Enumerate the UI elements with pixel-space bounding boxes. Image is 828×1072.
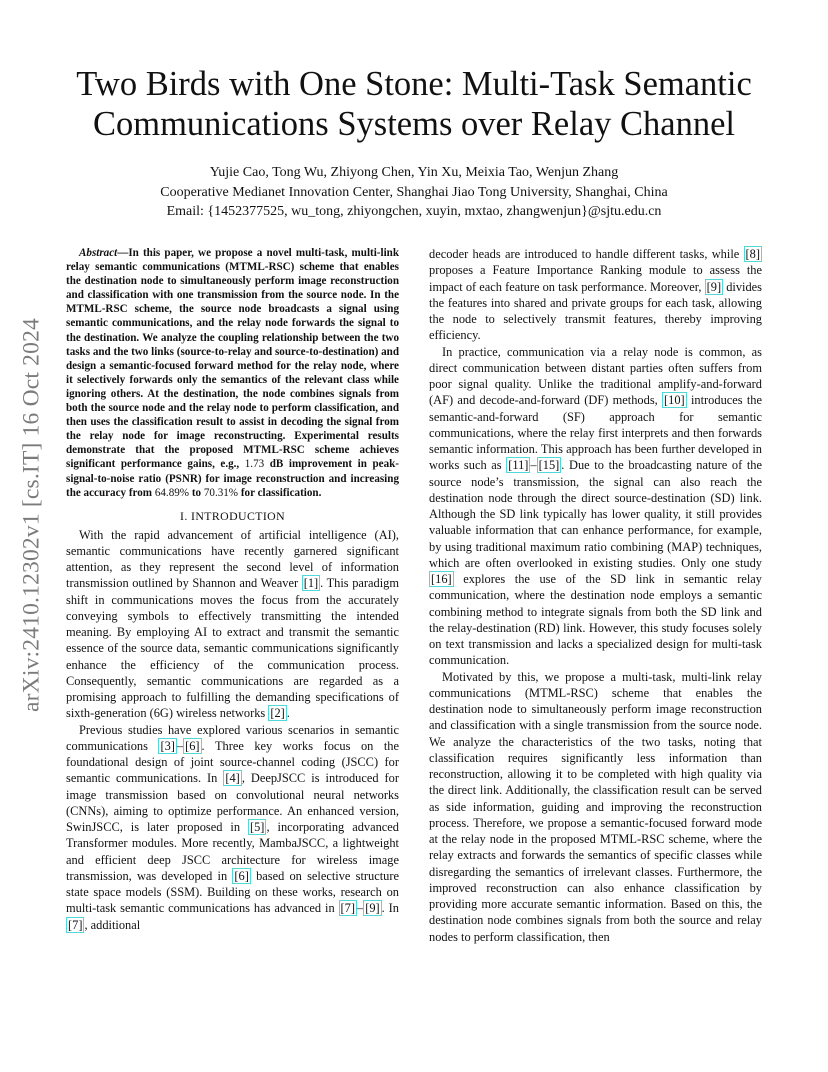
section-title-rest: NTRODUCTION [195,508,285,523]
arxiv-identifier [14,300,50,730]
citation-link[interactable]: [7] [340,901,355,916]
citation-link[interactable]: [5] [249,820,265,835]
abstract-text-4: for classification. [240,486,322,499]
citation-link[interactable]: [9] [365,901,380,916]
right-column [429,246,762,945]
intro-paragraph-2: Previous studies have explored various scenarios in semantic communications [3] – [6] . Three key works focus on the foundational design of joint source-channel coding (JSCC) for semantic communications. In [4] , DeepJSCC is introduced for image transmission based on convolutional neural networks (CNNs), aiming to optimize performance. An enhanced version, SwinJSCC, is later proposed in [5] , incorporating advanced Transformer modules. More recently, MambaJSCC, a lightweight and efficient deep JSCC architecture for wireless image transmission, was developed in [6] based on selective structure state space models (SSM). Building on these works, research on multi-task semantic communications has advanced in [7] – [9] . In [7] , additional [66,722,399,932]
citation-link[interactable]: [1] [303,576,319,591]
intro-paragraph-4: Motivated by this, we propose a multi-task, multi-link relay communications (MTML-RSC) scheme that enables the destination node to simultaneously perform image reconstruction and classification with a single transmission from the source node. We analyze the characteristics of the two tasks, noting that classification requires significantly less information than reconstruction, allowing it to be completed with high quality via the direct link. Additionally, the classification result can be served as side information, guiding and improving the reconstruction process. Therefore, we propose a semantic-focused forward mode at the relay node in the proposed MTML-RSC scheme, where the relay extracts and forwards the semantics of specific classes while disregarding the semantics of irrelevant classes. Furthermore, the improved reconstruction can also enhance classification by providing more accurate semantic information. Based on this, the destination node combines signals from both the source and relay nodes to perform classification, then [429,669,762,944]
citation-link[interactable]: [6] [234,868,249,883]
abstract-accuracy-to: 70.31% [203,486,239,499]
abstract-psnr-gain: 1.73 [244,458,265,471]
intro-paragraph-3: In practice, communication via a relay node is common, as direct communication between distant parties often suffers from poor signal quality. Unlike the traditional amplify-and-forward (AF) and decode-and-forward (DF) methods, [10] introduces the semantic-and-forward (SF) approach for semantic communications, where the relay first interprets and then forwards semantic information. This approach has been further developed in works such as [11] – [15] . Due to the broadcasting nature of the source node’s transmission, the signal can also reach the destination node through the direct source-destination (SD) link. Although the SD link typically has lower quality, it still provides valuable information that can enhance performance, for example, by using traditional maximum ratio combining (MAP) techniques, which are often overlooked in existing studies. Only one study [16] explores the use of the SD link in semantic relay communication, where the destination node employs a semantic combining method to integrate signals from both the SD link and the relay-destination (RD) link. However, this study focuses solely on text transmission and lacks a specialized design for multi-task communication. [429,344,763,668]
citation-link[interactable]: [15] [538,458,560,473]
citation-link[interactable]: [9] [706,279,722,294]
left-column [66,246,399,933]
section-numeral: I. [180,508,188,523]
citation-link[interactable]: [2] [270,706,285,721]
author-names: Yujie Cao, Tong Wu, Zhiyong Chen, Yin Xu, Meixia Tao, Wenjun Zhang [209,165,619,180]
citation-link[interactable]: [6] [185,738,200,753]
arxiv-identifier-text: arXiv:2410.12302v1 [cs.IT] 16 Oct 2024 [18,318,45,712]
abstract-text-2: dB improvement in peak-signal-to-noise ratio (PSNR) for image reconstruction and increasing the accuracy from [66,458,399,499]
citation-link[interactable]: [11] [508,458,529,473]
abstract-text-1: In this paper, we propose a novel multi-task, multi-link relay semantic communications (MTML-RSC) scheme that enables the destination node to simultaneously perform image reconstruction and classification with one transmission from the source node. In the MTML-RSC scheme, the source node broadcasts a signal using semantic communications, and the relay node forwards the signal to the destination. We analyze the coupling relationship between the two tasks and the two links (source-to-relay and source-to-destination) and design a semantic-focused forward method for the relay node, where it selectively forwards only the semantics of the relevant class while ignoring others. At the destination, the node combines signals from both the source node and the relay node to perform classification, and then uses the classification result to assist in decoding the signal from the relay node for image reconstructing. Experimental results demonstrate that the proposed MTML-RSC scheme achieves significant performance gains, e.g., [66,247,399,471]
citation-link[interactable]: [7] [68,917,83,932]
author-block [60,163,768,222]
intro-paragraph-1: With the rapid advancement of artificial intelligence (AI), semantic communications have recently garnered significant attention, as they represent the second level of information transmission outlined by Shannon and Weaver [1] . This paradigm shift in communications moves the focus from the accurately conveying symbols to effectively transmitting the intended meaning. By employing AI to extract and transmit the semantic essence of the source data, semantic communications significantly enhance the efficiency of the communication process. Consequently, semantic communications are regarded as a promising approach to fulfilling the demanding specifications of sixth-generation (6G) wireless networks [2] . [66,527,399,721]
citation-link[interactable]: [4] [225,771,240,786]
citation-link[interactable]: [8] [745,247,760,261]
citation-link[interactable]: [16] [431,572,452,586]
abstract-text-3: to [191,486,202,499]
paper-title: Two Birds with One Stone: Multi-Task Semantic Communications Systems over Relay Channel [76,65,752,143]
abstract [66,246,399,500]
abstract-label: Abstract [79,247,118,259]
abstract-accuracy-from: 64.89% [154,486,190,499]
citation-link[interactable]: [3] [160,738,175,753]
author-affiliation: Cooperative Medianet Innovation Center, Shanghai Jiao Tong University, Shanghai, China [160,184,668,200]
intro-paragraph-2-continued: decoder heads are introduced to handle different tasks, while [8] proposes a Feature Importance Ranking module to assess the impact of each feature on task performance. Moreover, [9] divides the features into shared and private groups for each task, allowing the node to selectively transmit features, thereby improving efficiency. [429,247,762,343]
section-heading-introduction [66,508,399,524]
citation-link[interactable]: [10] [664,393,685,408]
abstract-dash: — [117,247,129,259]
section-title-first: I [191,508,196,523]
author-email: Email: {1452377525, wu_tong, zhiyongchen, xuyin, mxtao, zhangwenjun}@sjtu.edu.cn [166,204,662,219]
